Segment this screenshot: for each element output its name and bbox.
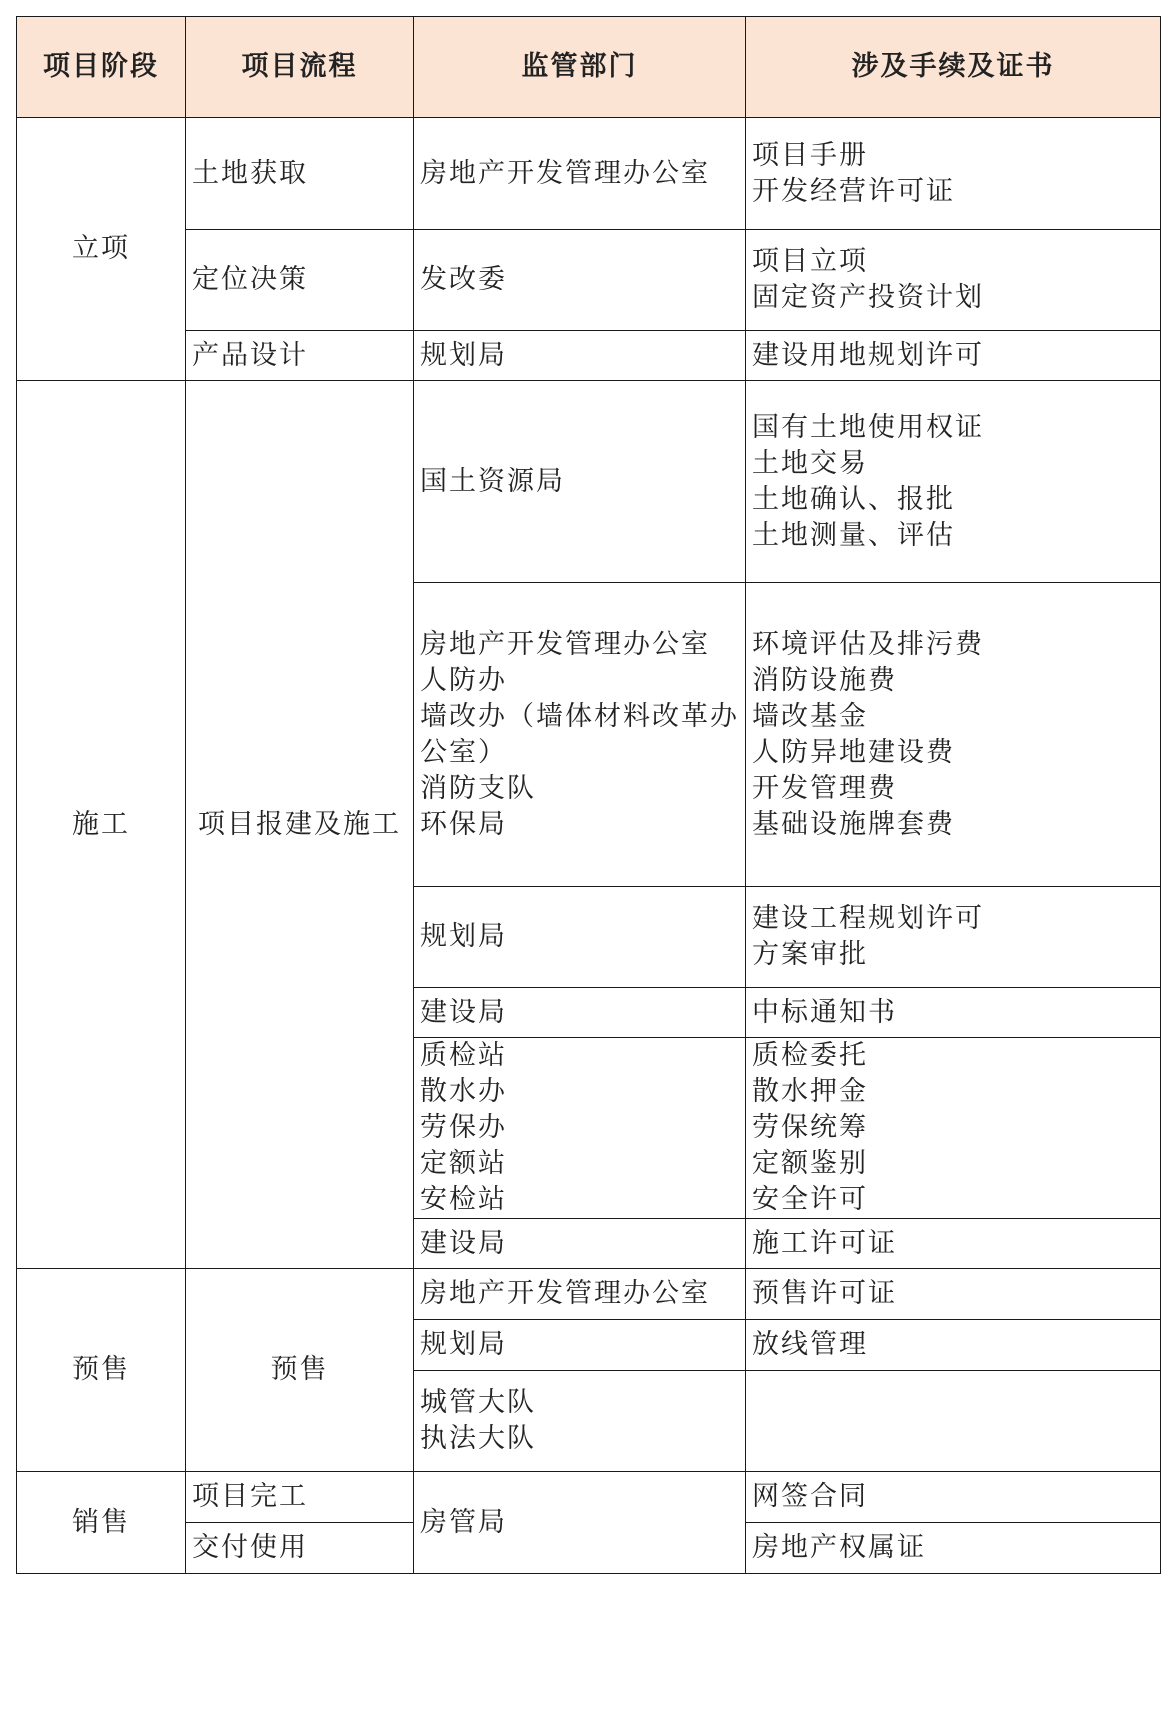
cell-line: 建设局 [420,996,507,1028]
department-cell [414,887,746,988]
documents-cell [746,988,1161,1038]
process-cell: 定位决策 [186,230,414,331]
cell-line: 房地产权属证 [752,1532,926,1563]
cell-line: 放线管理 [752,1329,868,1360]
cell-line: 劳保办 [420,1112,507,1143]
process-cell: 预售 [186,1269,414,1472]
cell-line: 环境评估及排污费 [752,628,984,660]
table-row [17,331,1161,381]
cell-line: 建设局 [420,1227,507,1259]
header-row [17,17,1161,118]
cell-line: 基础设施牌套费 [752,808,955,840]
table-row [17,118,1161,230]
cell-line: 散水办 [420,1076,507,1107]
department-cell [414,230,746,331]
cell-line: 消防支队 [420,772,536,804]
cell-line: 安检站 [420,1184,507,1215]
department-cell [414,1320,746,1371]
cell-line: 人防办 [420,664,507,696]
cell-line: 中标通知书 [752,996,897,1028]
regulation-table [16,16,1161,1574]
documents-cell [746,1038,1161,1219]
stage-cell: 预售 [17,1269,186,1472]
header-documents: 涉及手续及证书 [746,17,1161,118]
cell-line: 开发经营许可证 [752,175,955,207]
cell-line: 规划局 [420,339,507,371]
documents-cell [746,118,1161,230]
cell-line: 发改委 [420,264,507,295]
cell-line: 土地交易 [752,447,868,479]
cell-line: 质检站 [420,1040,507,1071]
process-cell: 交付使用 [186,1523,414,1574]
table-row [17,381,1161,583]
department-cell [414,1219,746,1269]
process-cell: 产品设计 [186,331,414,381]
cell-line: 城管大队 [420,1387,536,1418]
cell-line: 方案审批 [752,939,868,970]
cell-line: 定额鉴别 [752,1148,868,1179]
department-cell [414,1371,746,1472]
cell-line: 墙改基金 [752,700,868,732]
department-cell [414,118,746,230]
cell-line: 房地产开发管理办公室 [420,628,710,660]
process-cell: 项目报建及施工 [186,381,414,1269]
cell-line: 规划局 [420,921,507,952]
documents-cell [746,887,1161,988]
cell-line: 安全许可 [752,1184,868,1215]
documents-cell [746,1472,1161,1523]
cell-line: 国土资源局 [420,465,565,497]
cell-line: 预售许可证 [752,1278,897,1309]
process-cell: 项目完工 [186,1472,414,1523]
cell-line: 房管局 [420,1506,507,1538]
cell-line: 消防设施费 [752,664,897,696]
cell-line: 固定资产投资计划 [752,282,984,313]
documents-cell [746,1371,1161,1472]
documents-cell [746,1269,1161,1320]
cell-line: 定额站 [420,1148,507,1179]
cell-line: 规划局 [420,1329,507,1360]
table-row [17,230,1161,331]
documents-cell [746,381,1161,583]
cell-line: 建设用地规划许可 [752,339,984,371]
documents-cell [746,1523,1161,1574]
header-process: 项目流程 [186,17,414,118]
stage-cell: 销售 [17,1472,186,1574]
cell-line: 建设工程规划许可 [752,903,984,934]
documents-cell [746,1320,1161,1371]
cell-line: 人防异地建设费 [752,736,955,768]
cell-line: 执法大队 [420,1423,536,1454]
cell-line: 施工许可证 [752,1227,897,1259]
cell-line: 房地产开发管理办公室 [420,157,710,189]
stage-cell: 施工 [17,381,186,1269]
department-cell [414,1038,746,1219]
department-cell [414,1472,746,1574]
cell-line: 环保局 [420,808,507,840]
department-cell [414,381,746,583]
documents-cell [746,230,1161,331]
table-row [17,1269,1161,1320]
department-cell [414,1269,746,1320]
department-cell [414,583,746,887]
cell-line: 国有土地使用权证 [752,411,984,443]
documents-cell [746,331,1161,381]
department-cell [414,988,746,1038]
documents-cell [746,1219,1161,1269]
cell-line: 项目立项 [752,246,868,277]
cell-line: 房地产开发管理办公室 [420,1278,710,1309]
process-cell: 土地获取 [186,118,414,230]
table-row [17,1472,1161,1523]
header-department: 监管部门 [414,17,746,118]
department-cell [414,331,746,381]
cell-line: 网签合同 [752,1481,868,1512]
header-stage: 项目阶段 [17,17,186,118]
stage-cell: 立项 [17,118,186,381]
cell-line: 土地确认、报批 [752,483,955,515]
cell-line: 项目手册 [752,139,868,171]
cell-line: 劳保统筹 [752,1112,868,1143]
cell-line: 开发管理费 [752,772,897,804]
cell-line: 墙改办（墙体材料改革办公室） [420,700,739,768]
cell-line: 散水押金 [752,1076,868,1107]
cell-line: 土地测量、评估 [752,519,955,551]
documents-cell [746,583,1161,887]
cell-line: 质检委托 [752,1040,868,1071]
